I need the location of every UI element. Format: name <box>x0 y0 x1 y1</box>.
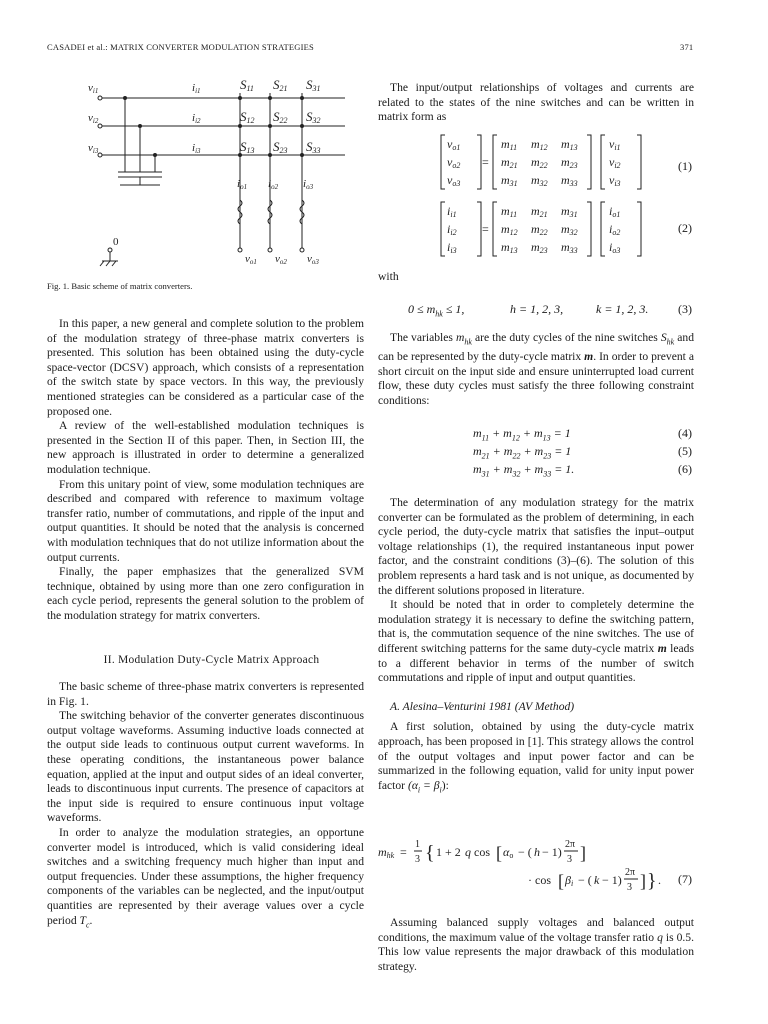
right-column-4 <box>378 916 694 974</box>
svg-text:m33: m33 <box>561 173 578 188</box>
right-column-2: The variables $m_{hk}$ are the duty cycles of the nine switches $S_{hk}$ and can be represented by the duty-cycle matrix m. In order to prevent a short circuit on the input side and ensure uninterrupted load current flow, these duty cycles must satisfy the three following constraint conditions: <box>378 331 694 407</box>
paragraph: A first solution, obtained by using the duty-cycle matrix approach, has been proposed in [1]. This strategy allows the control of the output voltages and input power factor and can be summarized in the following equation, valid for unity input power factor $(\alpha_i = \beta_i)$: <box>378 720 694 794</box>
eq-number-6: (6) <box>678 462 692 476</box>
svg-text:m12: m12 <box>531 137 548 152</box>
svg-text:− (: − ( <box>518 845 532 859</box>
svg-text:]: ] <box>580 843 586 863</box>
equation-3-h: h = 1, 2, 3, <box>510 302 564 316</box>
svg-text:.: . <box>658 873 661 887</box>
equation-7 <box>378 832 694 894</box>
svg-text:− 1): − 1) <box>542 845 562 859</box>
label-ground: 0 <box>113 236 119 248</box>
svg-text:m11: m11 <box>501 204 518 219</box>
paragraph: The basic scheme of three-phase matrix converters is represented in Fig. 1. <box>47 680 364 708</box>
eq-number-3: (3) <box>678 302 692 316</box>
label-vi3: vi3 <box>88 142 99 155</box>
eq-number-4: (4) <box>678 426 692 440</box>
svg-text:1 + 2: 1 + 2 <box>436 845 461 859</box>
svg-text:m23: m23 <box>561 155 578 170</box>
label-io3: io3 <box>303 178 314 191</box>
svg-text:1: 1 <box>415 839 420 850</box>
page-number: 371 <box>680 42 694 52</box>
label-vo3: vo3 <box>307 253 319 266</box>
svg-text:m21: m21 <box>531 204 548 219</box>
eq-number-1: (1) <box>678 159 692 173</box>
svg-text:h: h <box>534 845 540 859</box>
svg-text:m11: m11 <box>501 137 518 152</box>
label-S11: S11 <box>240 77 254 93</box>
eq-number-5: (5) <box>678 444 692 458</box>
svg-text:m23: m23 <box>531 240 548 255</box>
svg-text:m22: m22 <box>531 222 548 237</box>
svg-text:ii1: ii1 <box>447 204 457 219</box>
svg-text:io3: io3 <box>609 240 621 255</box>
svg-text:m31: m31 <box>561 204 578 219</box>
label-S12: S12 <box>240 109 255 125</box>
svg-text:3: 3 <box>415 854 420 865</box>
paragraph: The determination of any modulation strategy for the matrix converter can be formulated as the problem of determining, in each cycle period, the duty-cycle matrix that satisfies the input–output voltage relationships (1), the required instantaneous input power factor, and the constraint conditions (3)–(6). The solution of this problem represents a hard task and is not unique, as documented by the different solutions proposed in literature. <box>378 496 694 597</box>
svg-text:[: [ <box>558 871 564 891</box>
svg-text:vo3: vo3 <box>447 173 461 188</box>
paragraph: Finally, the paper emphasizes that the generalized SVM technique, obtained by using more than one zero configuration in each cycle period, represents the general solution to the problem of the modulation strategy for matrix converters. <box>47 565 364 622</box>
svg-text:2π: 2π <box>625 867 636 878</box>
label-ii1: ii1 <box>192 82 201 95</box>
svg-text:m21: m21 <box>501 155 518 170</box>
svg-text:m13: m13 <box>561 137 578 152</box>
paragraph: In this paper, a new general and complete solution to the problem of the modulation strategy of three-phase matrix converters is presented. This solution has been obtained using the duty-cycle space-vector (DCSV) approach, which consists of a representation of the switch state by space vectors. In this way, the previously mentioned strategies can be considered as a particular case of the proposed one. <box>47 317 364 418</box>
svg-text:=: = <box>482 155 489 169</box>
svg-text:3: 3 <box>567 854 572 865</box>
svg-text:{: { <box>425 842 435 864</box>
paragraph: The switching behavior of the converter generates discontinuous output voltage waveforms. Assuming inductive loads connected at the output side leads to continuous output current waveforms. In these operating conditions, the instantaneous power balance equation, applied at the input and output sides of an ideal converter, leads to discontinuous input currents. The presence of capacitors at the input side is required to ensure continuous input voltage waveforms. <box>47 709 364 825</box>
svg-text:}: } <box>647 870 657 892</box>
with-label: with <box>378 270 399 283</box>
svg-text:io1: io1 <box>609 204 621 219</box>
label-io1: io1 <box>237 178 248 191</box>
svg-text:m31: m31 <box>501 173 518 188</box>
label-vo2: vo2 <box>275 253 287 266</box>
svg-text:ii2: ii2 <box>447 222 457 237</box>
paragraph: From this unitary point of view, some modulation techniques are described and compared with reference to maximum voltage transfer ratio, number of commutations, and ripple of the input and output quantities. It should be noted that the analysis is concerned with modulation techniques that do not utilize information about the output currents. <box>47 477 364 564</box>
svg-text:βi: βi <box>565 873 574 888</box>
label-S22: S22 <box>273 109 288 125</box>
svg-text:m32: m32 <box>531 173 548 188</box>
label-vi1: vi1 <box>88 82 99 95</box>
label-io2: io2 <box>268 178 279 191</box>
svg-text:vi3: vi3 <box>609 173 621 188</box>
label-S13: S13 <box>240 139 255 155</box>
svg-text:vi2: vi2 <box>609 155 621 170</box>
svg-text:2π: 2π <box>565 839 576 850</box>
label-ii2: ii2 <box>192 112 201 125</box>
left-column <box>47 317 364 932</box>
svg-text:m22: m22 <box>531 155 548 170</box>
svg-text:]: ] <box>640 871 646 891</box>
svg-text:=: = <box>400 845 407 859</box>
equations-1-2 <box>435 132 695 262</box>
label-S32: S32 <box>306 109 321 125</box>
label-S31: S31 <box>306 77 321 93</box>
right-column <box>378 81 694 125</box>
right-column-3 <box>378 496 694 798</box>
svg-text:αo: αo <box>503 845 514 860</box>
figure-1-circuit <box>80 75 365 275</box>
equation-4: $m_{11} + m_{12} + m_{13} = 1$ <box>473 426 571 443</box>
svg-text:m32: m32 <box>561 222 578 237</box>
paragraph: It should be noted that in order to completely determine the modulation strategy it is necessary to define the switching pattern, that is, the commutation sequence of the nine switches. The use of different switching patterns for the same duty-cycle matrix m leads to a different behavior in terms of the number of switch commutations and ripple of input and output quantities. <box>378 598 694 685</box>
svg-text:k: k <box>594 873 600 887</box>
figure-caption: Fig. 1. Basic scheme of matrix converters. <box>47 281 193 291</box>
eq-number-7: (7) <box>678 872 692 886</box>
svg-text:m33: m33 <box>561 240 578 255</box>
label-ii3: ii3 <box>192 142 201 155</box>
svg-text:· cos: · cos <box>528 873 551 887</box>
svg-text:cos: cos <box>474 845 490 859</box>
equation-3: $0 \le m_{hk} \le 1$, <box>408 302 465 319</box>
label-vi2: vi2 <box>88 112 99 125</box>
svg-text:io2: io2 <box>609 222 621 237</box>
equation-5: $m_{21} + m_{22} + m_{23} = 1$ <box>473 444 572 461</box>
label-S21: S21 <box>273 77 288 93</box>
svg-text:mhk: mhk <box>378 845 395 860</box>
label-vo1: vo1 <box>245 253 257 266</box>
label-S23: S23 <box>273 139 288 155</box>
svg-text:ii3: ii3 <box>447 240 457 255</box>
paragraph: In order to analyze the modulation strategies, an opportune converter model is introduced, which is valid considering ideal switches and a switching frequency much higher than input and output frequencies. Under these assumptions, the higher frequency components of the variables can be neglected, and the input/output quantities are represented by their average values over a cycle period $T_c$. <box>47 826 364 929</box>
paragraph: A review of the well-established modulation techniques is presented in the Section II of this paper. Then, in Section III, the new approach is illustrated in order to determine a generalized modulation technique. <box>47 419 364 476</box>
svg-text:− (: − ( <box>578 873 592 887</box>
eq-number-2: (2) <box>678 221 692 235</box>
svg-text:vo2: vo2 <box>447 155 461 170</box>
svg-text:3: 3 <box>627 882 632 893</box>
svg-text:m12: m12 <box>501 222 518 237</box>
svg-text:=: = <box>482 222 489 236</box>
equation-6: $m_{31} + m_{32} + m_{33} = 1$. <box>473 462 575 479</box>
svg-text:m13: m13 <box>501 240 518 255</box>
paragraph: The input/output relationships of voltages and currents are related to the states of the nine switches and can be written in matrix form as <box>378 81 694 124</box>
section-heading: II. Modulation Duty-Cycle Matrix Approach <box>103 654 320 667</box>
svg-text:vi1: vi1 <box>609 137 621 152</box>
equation-3-k: k = 1, 2, 3. <box>596 302 649 316</box>
paragraph: Assuming balanced supply voltages and balanced output conditions, the maximum value of the voltage transfer ratio q is 0.5. This low value represents the major drawback of this modulation strategy. <box>378 916 694 973</box>
svg-text:− 1): − 1) <box>602 873 622 887</box>
running-header: CASADEI et al.: MATRIX CONVERTER MODULATION STRATEGIES <box>47 42 314 52</box>
svg-text:[: [ <box>496 843 502 863</box>
svg-text:vo1: vo1 <box>447 137 461 152</box>
svg-text:q: q <box>465 845 471 859</box>
label-S33: S33 <box>306 139 321 155</box>
subsection-heading: A. Alesina–Venturini 1981 (AV Method) <box>390 699 575 713</box>
